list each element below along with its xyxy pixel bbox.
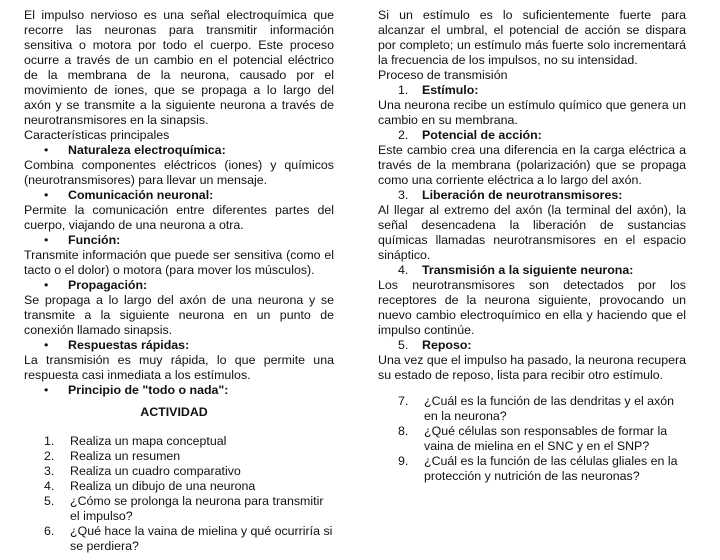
activity-number: 4. [44,479,55,493]
activity-text: Realiza un resumen [70,449,181,463]
step-text: Este cambio crea una diferencia en la carga eléctrica a través de la membrana (polarización) que se propaga como una corriente eléctrica a lo largo del axón. [378,143,686,187]
activity-item [24,464,334,479]
bullet-text: Permite la comunicación entre diferentes partes del cuerpo, viajando de una neurona a otra. [24,203,334,232]
bullet-dot-icon: • [44,233,49,247]
activity-number: 8. [398,424,409,438]
step-number: 1. [398,83,409,97]
bullet-dot-icon: • [44,278,49,292]
step-item [378,263,686,278]
activity-section-continued [378,394,686,484]
step-item [378,338,686,353]
activity-text: ¿Cuál es la función de las dendritas y el axón en la neurona? [424,394,675,423]
bullet-title: Comunicación neuronal: [68,188,214,202]
bullet-title: Función: [68,233,121,247]
bullet-text: Transmite información que puede ser sensitiva (como el tacto o el dolor) o motora (para mover los músculos). [24,248,334,277]
step-title: Liberación de neurotransmisores: [422,188,623,202]
activity-item [24,449,334,464]
activity-number: 6. [44,524,55,538]
activity-text: ¿Qué hace la vaina de mielina y qué ocurriría si se perdiera? [70,524,333,553]
intro-paragraph: El impulso nervioso es una señal electroquímica que recorre las neuronas para transmitir información sensitiva o motora por todo el cuerpo. Este proceso ocurre a través de un cambio en el potencial eléctrico de la membrana de la neurona, causado por el movimiento de iones, que se propaga a lo largo del axón y se transmite a la siguiente neurona a través de neurotransmisores en la sinapsis. [24,8,334,127]
activity-item [24,494,334,524]
activity-text: ¿Cuál es la función de las células gliales en la protección y nutrición de las neuronas? [424,454,678,483]
activity-text: Realiza un mapa conceptual [70,434,227,448]
bullet-text: La transmisión es muy rápida, lo que permite una respuesta casi inmediata a los estímulos. [24,353,334,382]
activity-text: ¿Qué células son responsables de formar la vaina de mielina en el SNC y en el SNP? [424,424,668,453]
bullet-dot-icon: • [44,338,49,352]
bullet-title: Naturaleza electroquímica: [68,143,226,157]
bullet-title: Principio de "todo o nada": [68,383,229,397]
activity-text: ¿Cómo se prolonga la neurona para transmitir el impulso? [70,494,324,523]
right-column [378,8,686,383]
step-number: 5. [398,338,409,352]
bullet-text: Se propaga a lo largo del axón de una neurona y se transmite a la siguiente neurona en un punto de conexión llamado sinapsis. [24,293,334,337]
activity-item [378,454,686,484]
step-title: Reposo: [422,338,472,352]
process-heading: Proceso de transmisión [378,68,508,82]
step-text: Una vez que el impulso ha pasado, la neurona recupera su estado de reposo, lista para recibir otro estímulo. [378,353,686,382]
bullet-item [24,188,334,203]
activity-number: 5. [44,494,55,508]
bullet-title: Propagación: [68,278,148,292]
activity-item [24,524,334,554]
bullet-text: Combina componentes eléctricos (iones) y químicos (neurotransmisores) para llevar un mensaje. [24,158,334,187]
activity-title: ACTIVIDAD [140,405,208,419]
bullet-dot-icon: • [44,143,49,157]
step-item [378,83,686,98]
activity-number: 7. [398,394,409,408]
activity-number: 2. [44,449,55,463]
bullet-title: Respuestas rápidas: [68,338,190,352]
activity-text: Realiza un dibujo de una neurona [70,479,256,493]
bullet-dot-icon: • [44,383,49,397]
activity-number: 1. [44,434,55,448]
activity-item [378,394,686,424]
left-column [24,8,334,398]
bullet-dot-icon: • [44,188,49,202]
bullet-item [24,338,334,353]
activity-text: Realiza un cuadro comparativo [70,464,241,478]
activity-item [24,479,334,494]
activity-item [24,434,334,449]
step-text: Al llegar al extremo del axón (la terminal del axón), la señal desencadena la liberación de sustancias químicas llamadas neurotransmisores en el espacio sináptico. [378,203,686,262]
activity-number: 9. [398,454,409,468]
activity-section [24,405,334,554]
bullet-item [24,233,334,248]
activity-number: 3. [44,464,55,478]
step-number: 4. [398,263,409,277]
activity-item [378,424,686,454]
all-or-nothing-paragraph: Si un estímulo es lo suficientemente fuerte para alcanzar el umbral, el potencial de acción se dispara por completo; un estímulo más fuerte solo incrementará la frecuencia de los impulsos, no su intensidad. [378,8,686,67]
step-item [378,128,686,143]
step-title: Transmisión a la siguiente neurona: [422,263,634,277]
step-title: Potencial de acción: [422,128,542,142]
characteristics-heading: Características principales [24,128,170,142]
step-title: Estímulo: [422,83,479,97]
bullet-item [24,278,334,293]
step-number: 3. [398,188,409,202]
step-text: Los neurotransmisores son detectados por los receptores de la neurona siguiente, provocando un nuevo cambio electroquímico en ella y haciendo que el impulso continúe. [378,278,686,337]
step-item [378,188,686,203]
bullet-item [24,383,334,398]
step-number: 2. [398,128,409,142]
step-text: Una neurona recibe un estímulo químico que genera un cambio en su membrana. [378,98,686,127]
bullet-item [24,143,334,158]
